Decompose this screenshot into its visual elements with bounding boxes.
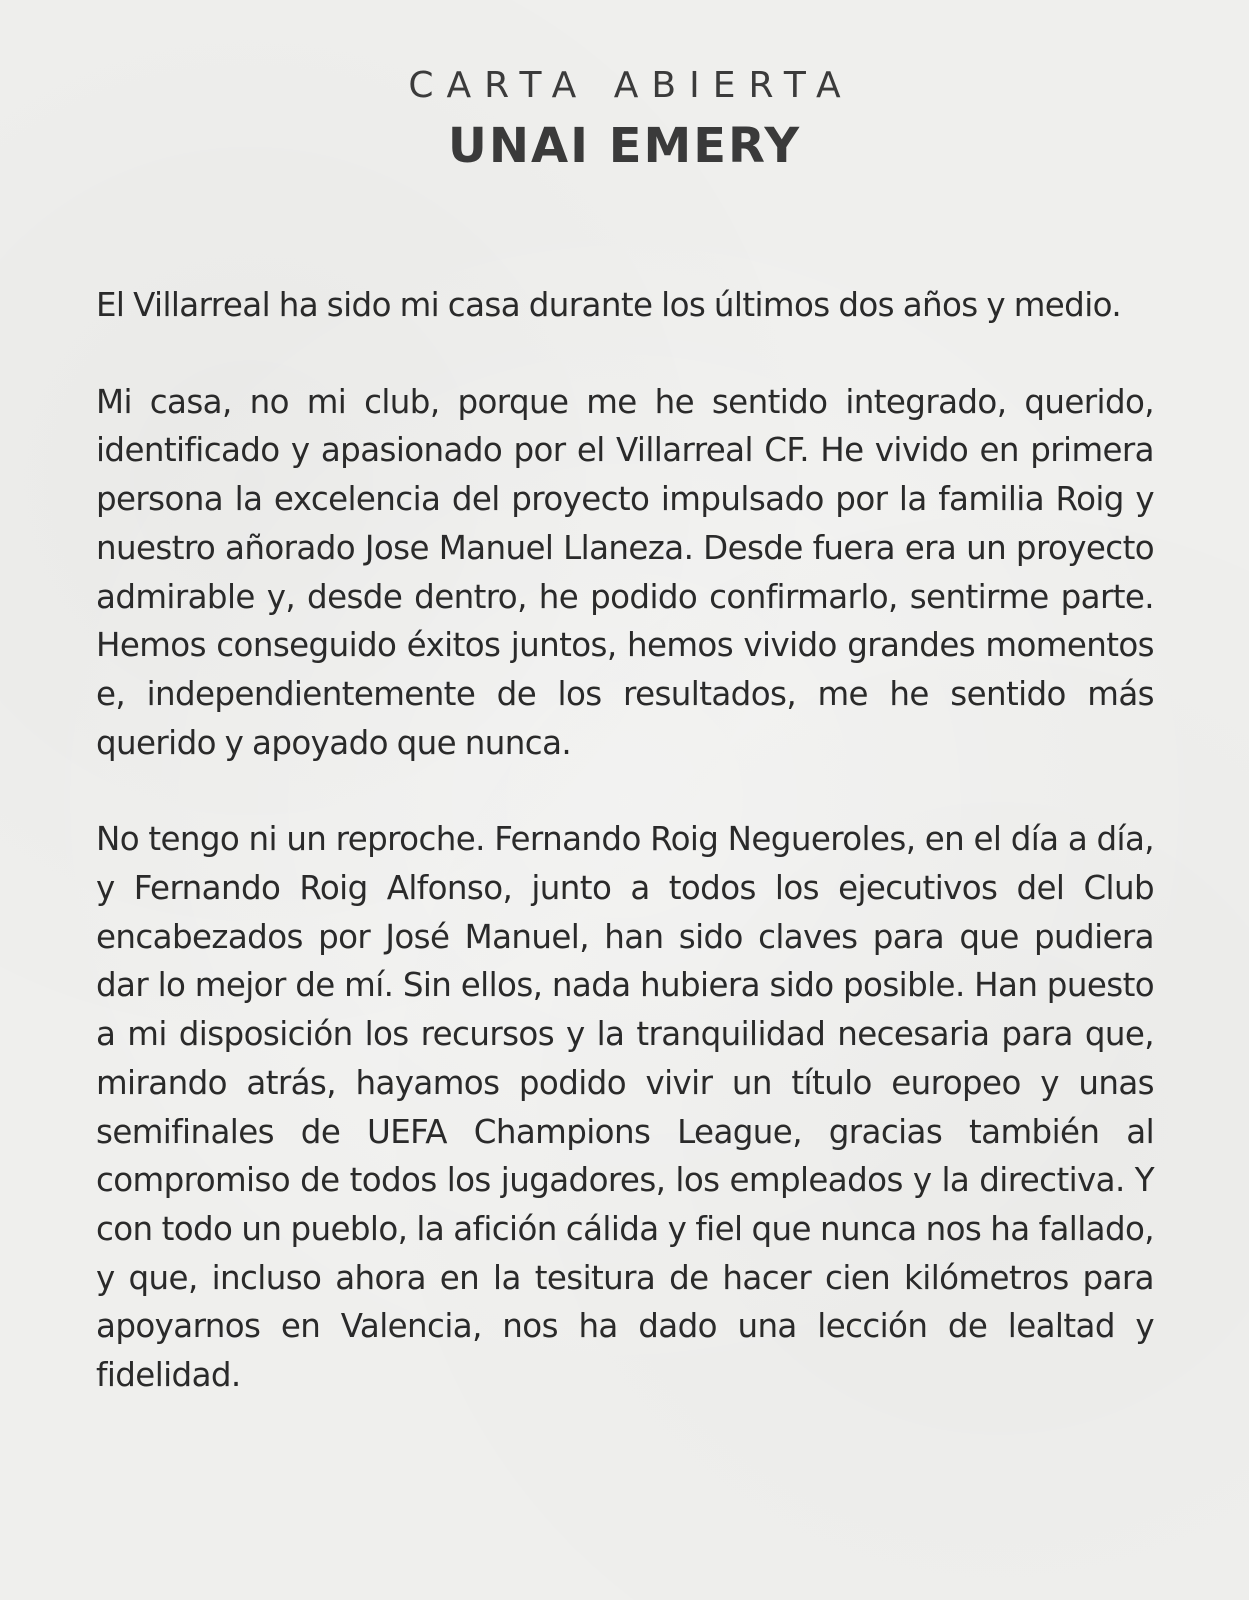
letter-paragraph: No tengo ni un reproche. Fernando Roig Negueroles, en el día a día, y Fernando Roig Alfonso, junto a todos los ejecutivos del Club encabezados por José Manuel, han sido claves para que pudiera dar lo mejor de mí. Sin ellos, nada hubiera sido posible. Han puesto a mi disposición los recursos y la tranquilidad necesaria para que, mirando atrás, hayamos podido vivir un título europeo y unas semifinales de UEFA Champions League, gracias también al compromiso de todos los jugadores, los empleados y la directiva. Y con todo un pueblo, la afición cálida y fiel que nunca nos ha fallado, y que, incluso ahora en la tesitura de hacer cien kilómetros para apoyarnos en Valencia, nos ha dado una lección de lealtad y fidelidad. — [96, 820, 1154, 1395]
letter-paragraph: Mi casa, no mi club, porque me he sentido integrado, querido, identificado y apasionado por el Villarreal CF. He vivido en primera persona la excelencia del proyecto impulsado por la familia Roig y nuestro añorado Jose Manuel Llaneza. Desde fuera era un proyecto admirable y, desde dentro, he podido confirmarlo, sentirme parte. Hemos conseguido éxitos juntos, hemos vivido grandes momentos e, independientemente de los resultados, me he sentido más querido y apoyado que nunca. — [96, 382, 1154, 762]
letter-author: UNAI EMERY — [447, 118, 802, 174]
letter-body — [96, 281, 1154, 1448]
letter-kicker: CARTA ABIERTA — [408, 65, 854, 106]
letter-paragraph: El Villarreal ha sido mi casa durante los últimos dos años y medio. — [96, 286, 1122, 324]
letter-header — [0, 62, 1249, 178]
